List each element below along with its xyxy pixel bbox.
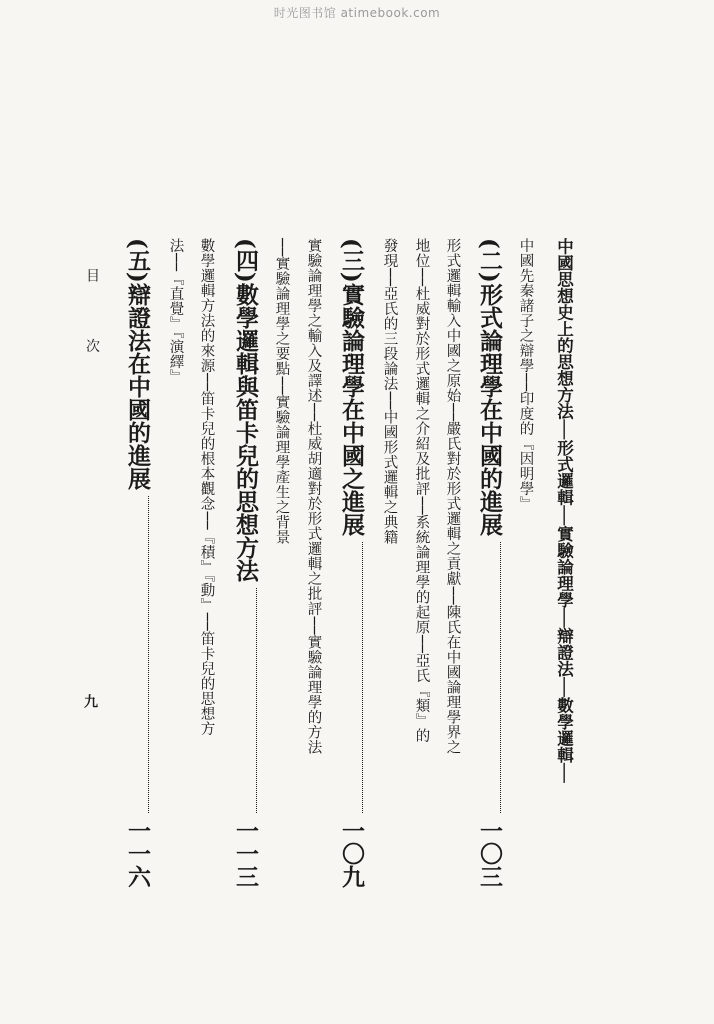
page-number: 九 [82,694,98,708]
dot-leader [362,542,363,813]
toc-section-4-detail [199,238,214,736]
toc-page-number: 一一三 [232,819,259,888]
toc-line-intro [555,238,572,783]
dot-leader [148,496,149,813]
toc-page-number: 一〇九 [338,819,365,888]
dot-leader [500,542,501,813]
toc-section-5 [126,238,149,888]
toc-line-text: 中國思想史上的思想方法──形式邏輯──實驗論理學──辯證法──數學邏輯── [554,238,574,783]
toc-line-text: 發現──亞氏的三段論法──中國形式邏輯之典籍 [381,238,398,545]
toc-section-2-detail [445,238,460,755]
toc-line-text: 法──『直覺』『演繹』 [167,238,184,385]
toc-line-text: 地位──杜威對於形式邏輯之介紹及批評──系統論理學的起原──亞氏『類』的 [413,238,430,744]
toc-page-number: 一〇三 [476,819,503,888]
toc-section-title: (三)實驗論理學在中國之進展 [338,238,365,536]
toc-line-intro-cont [518,238,533,511]
toc-section-3 [340,238,363,888]
toc-page-number: 一一六 [124,819,151,888]
toc-line-text: 形式邏輯輸入中國之原始──嚴氏對於形式邏輯之貢獻──陳氏在中國論理學界之 [444,238,461,755]
toc-section-3-detail [306,238,321,755]
page-header: 目 次 [84,268,100,379]
toc-section-title: (二)形式論理學在中國的進展 [476,238,503,536]
toc-line-text: 實驗論理學之輸入及譯述──杜威胡適對於形式邏輯之批評──實驗論理學的方法 [305,238,322,755]
toc-section-2 [478,238,501,888]
toc-section-3-detail [274,238,289,545]
watermark-text: 时光图书馆 atimebook.com [273,6,441,20]
toc-line-text: 數學邏輯方法的來源──笛卡兒的根本觀念──『積』『動』──笛卡兒的思想方 [198,238,215,737]
toc-line-text: 中國先秦諸子之辯學──印度的『因明學』 [517,238,534,512]
toc-section-title: (五)辯證法在中國的進展 [124,238,151,490]
toc-section-4-detail [168,238,183,384]
toc-section-2-detail [382,238,397,545]
toc-line-text: ──實驗論理學之要點──實驗論理學產生之背景 [273,238,290,545]
toc-section-4 [234,238,257,888]
toc-section-title: (四)數學邏輯與笛卡兒的思想方法 [232,238,259,582]
dot-leader [256,588,257,813]
toc-section-2-detail [414,238,429,743]
